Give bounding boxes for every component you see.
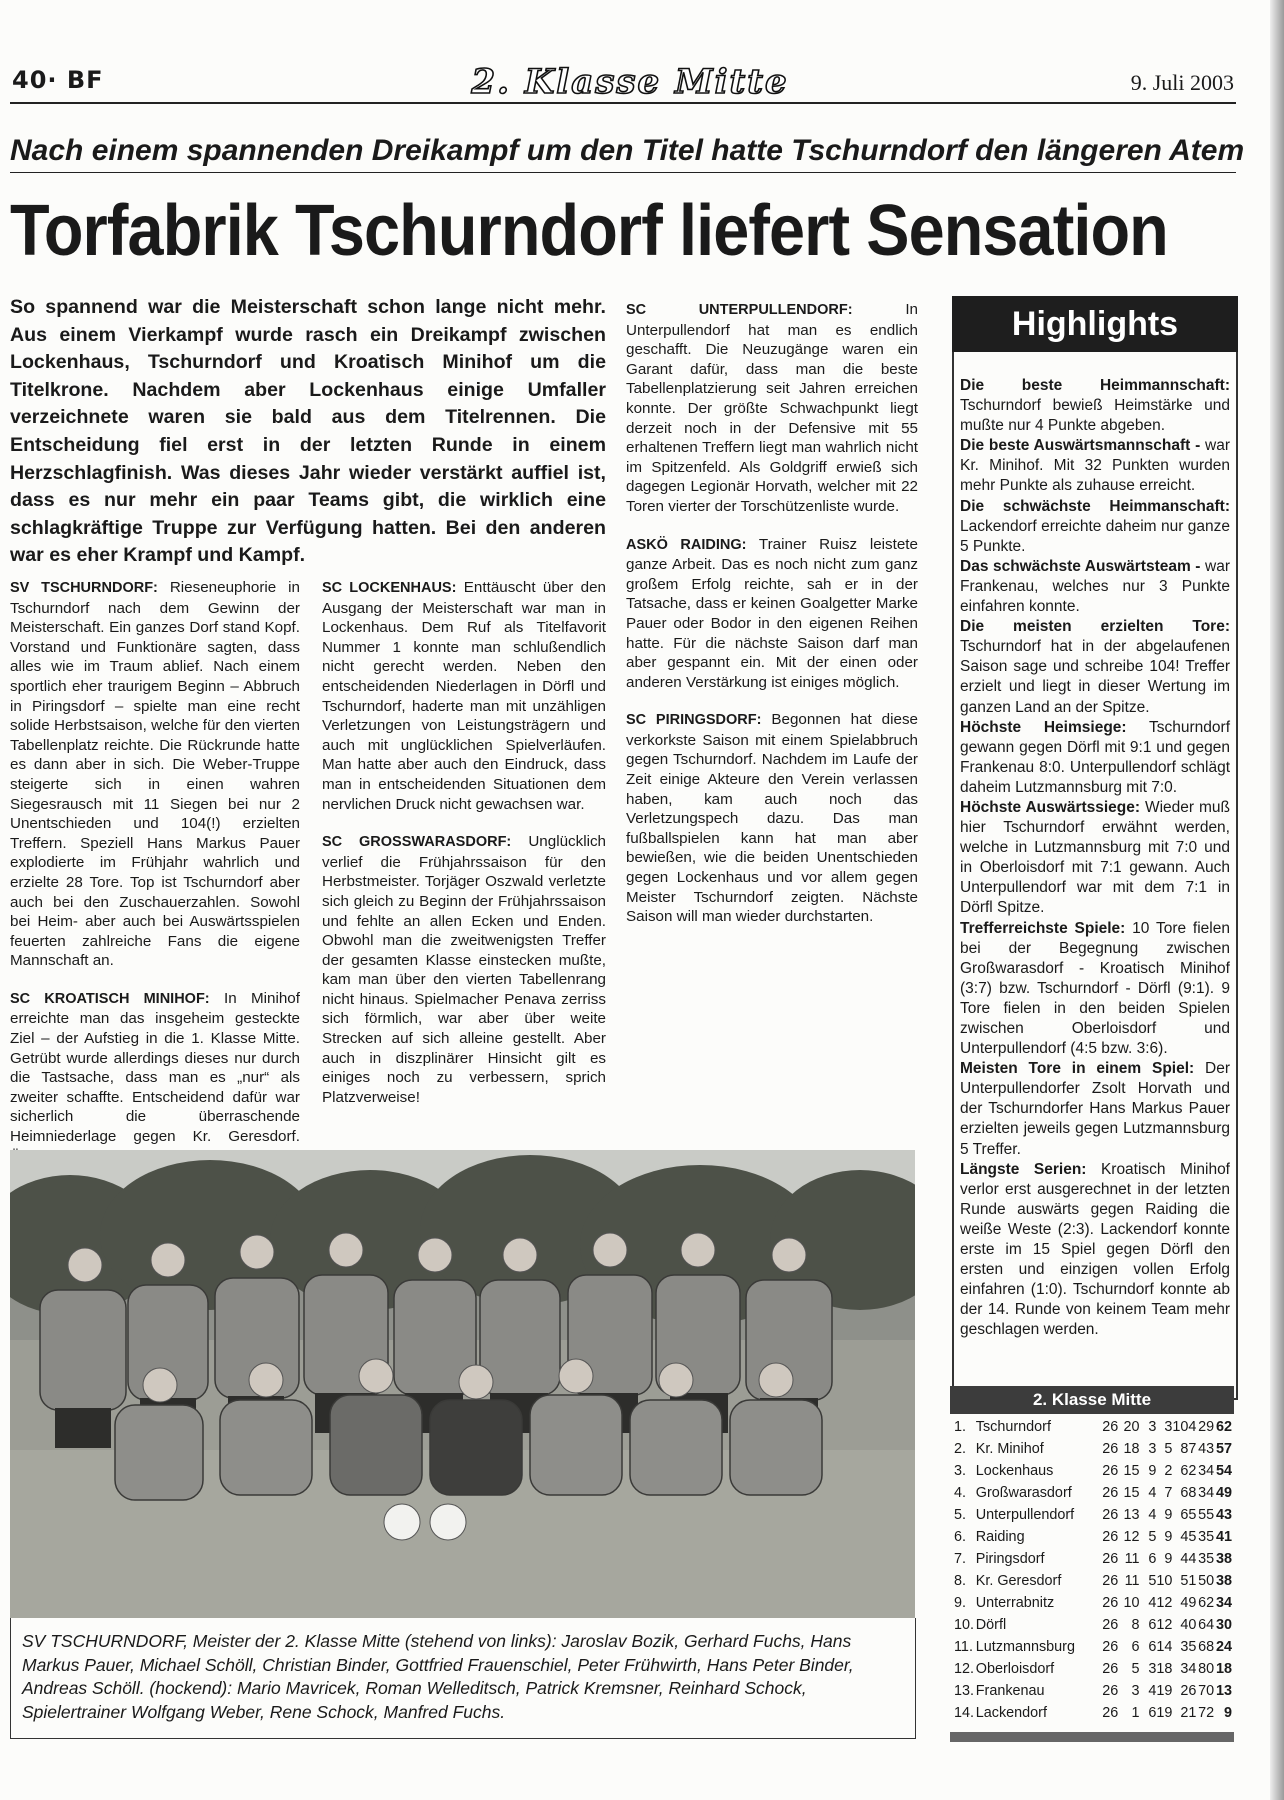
table-cell: 26 — [1102, 1573, 1119, 1589]
kicker-rule — [10, 172, 1236, 173]
table-cell: 6 — [1148, 1639, 1157, 1655]
table-cell: 12 — [1156, 1595, 1173, 1611]
table-cell: Frankenau — [975, 1683, 1045, 1699]
section-text: Enttäuscht über den Ausgang der Meisterschaft war man in Lockenhaus. Dem Ruf als Titelfavorit Nummer 1 konnte man schlußendlich nicht gerecht werden. Neben den entscheidenden Niederlagen in Dörfl und Tschurndorf, haderte man mit unzähligen Verletzungen von Leistungsträgern und auch mit unglücklichen Spielverläufen. Man hatte aber auch den Eindruck, dass man in entscheidenden Situationen dem nervlichen Druck nicht gewachsen war. — [322, 579, 606, 813]
highlight-heading: Meisten Tore in einem Spiel: — [960, 1060, 1195, 1078]
highlight-heading: Längste Serien: — [960, 1160, 1087, 1178]
highlight-heading: Die beste Heimmannschaft: — [960, 377, 1230, 394]
table-cell: Unterrabnitz — [975, 1595, 1055, 1611]
table-cell: 104 — [1172, 1419, 1197, 1435]
table-row — [954, 1680, 1232, 1702]
section-heading: SC UNTERPULLENDORF: — [626, 302, 853, 318]
table-cell: 6 — [1148, 1705, 1157, 1721]
table-cell: 26 — [1102, 1661, 1119, 1677]
section-heading: SC LOCKENHAUS: — [322, 580, 457, 596]
table-row — [954, 1702, 1232, 1724]
table-cell: 26 — [1102, 1617, 1119, 1633]
header-rule — [10, 102, 1236, 104]
table-cell: 4 — [1148, 1595, 1157, 1611]
table-cell: 9 — [1223, 1705, 1232, 1721]
table-cell: 11 — [1124, 1551, 1140, 1567]
table-cell: 3 — [1148, 1441, 1157, 1457]
table-cell: 80 — [1198, 1661, 1215, 1677]
table-cell: 21 — [1180, 1705, 1197, 1721]
table-row — [954, 1636, 1232, 1658]
table-cell: 7 — [1164, 1485, 1173, 1501]
table-cell: 13 — [1123, 1507, 1140, 1523]
section-heading: SC KROATISCH MINIHOF: — [10, 990, 210, 1007]
section-title: 2. Klasse Mitte — [471, 62, 789, 102]
table-row — [954, 1570, 1232, 1592]
table-cell: 26 — [1102, 1441, 1119, 1457]
table-cell: 26 — [1102, 1639, 1119, 1655]
table-cell: 49 — [1180, 1595, 1197, 1611]
table-row — [954, 1482, 1232, 1504]
table-cell: 14 — [1156, 1639, 1173, 1655]
team-photo — [10, 1150, 915, 1618]
table-cell: 34 — [1215, 1595, 1232, 1611]
table-cell: 26 — [1102, 1485, 1119, 1501]
section-heading: SC GROSSWARASDORF: — [322, 834, 512, 851]
table-cell: 87 — [1180, 1441, 1197, 1457]
table-cell: 9. — [954, 1595, 967, 1611]
page-number: 40· BF — [12, 66, 104, 94]
table-cell: 68 — [1180, 1485, 1197, 1501]
table-cell: 13. — [954, 1683, 975, 1699]
table-cell: 6 — [1131, 1639, 1140, 1655]
highlights-body — [960, 376, 1230, 1341]
table-cell: Kr. Minihof — [975, 1441, 1044, 1457]
highlight-heading: Trefferreichste Spiele: — [960, 919, 1126, 937]
table-cell: 26 — [1102, 1507, 1119, 1523]
table-cell: 5 — [1131, 1661, 1140, 1677]
table-cell: 70 — [1198, 1683, 1215, 1699]
highlight-heading: Die beste Auswärtsmannschaft - — [960, 437, 1201, 455]
table-cell: 4 — [1148, 1485, 1157, 1501]
table-row — [954, 1460, 1232, 1482]
table-cell: 5 — [1164, 1441, 1173, 1457]
team-photo-illustration — [10, 1150, 915, 1618]
scan-edge — [1270, 0, 1284, 1800]
highlight-heading: Die schwächste Heimmanschaft: — [960, 497, 1230, 515]
table-cell: 62 — [1198, 1595, 1215, 1611]
table-row — [954, 1614, 1232, 1636]
table-cell: 4 — [1148, 1507, 1157, 1523]
table-row — [954, 1504, 1232, 1526]
lead-paragraph: So spannend war die Meisterschaft schon lange nicht mehr. Aus einem Vierkampf wurde rasch ein Dreikampf zwischen Lockenhaus, Tschurndorf und Kroatisch Minihof um die Titelkrone. Nachdem aber Lockenhaus einige Umfaller verzeichnete waren sie bald aus dem Titelrennen. Die Entscheidung fiel erst in der letzten Runde in einem Herzschlagfinish. Was dieses Jahr wieder verstärkt auffiel ist, dass es nur mehr ein paar Teams gibt, die wirklich eine schlagkräftige Truppe zur Verfügung hatten. Bei den anderen war es eher Krampf und Kampf. — [10, 296, 606, 567]
table-cell: 6 — [1148, 1617, 1157, 1633]
table-cell: 5. — [954, 1507, 967, 1523]
table-cell: Raiding — [975, 1529, 1025, 1545]
table-row — [954, 1416, 1232, 1438]
table-cell: Kr. Geresdorf — [975, 1573, 1062, 1589]
table-cell: 26 — [1102, 1529, 1119, 1545]
highlight-heading: Das schwächste Auswärtsteam - — [960, 557, 1201, 575]
section-heading: SC PIRINGSDORF: — [626, 712, 762, 729]
highlight-heading: Höchste Heimsiege: — [960, 718, 1127, 736]
table-row — [954, 1438, 1232, 1460]
table-cell: 51 — [1180, 1573, 1197, 1589]
highlight-text: Tschurndorf gewann gegen Dörfl mit 9:1 und gegen Frankenau 8:0. Unterpullendorf schlägt daheim Lutzmannsburg mit 7:0. — [960, 718, 1230, 796]
table-cell: 10 — [1156, 1573, 1173, 1589]
highlight-text: Tschurndorf hat in der abgelaufenen Saison sage und schreibe 104! Treffer erzielt und liegt in dieser Wertung im ganzen Land an der Spitze. — [960, 638, 1230, 716]
table-cell: 68 — [1198, 1639, 1215, 1655]
table-cell: 65 — [1180, 1507, 1197, 1523]
table-cell: 12 — [1123, 1529, 1140, 1545]
table-cell: 35 — [1198, 1551, 1215, 1567]
table-cell: 10 — [1123, 1595, 1140, 1611]
article-column-2 — [322, 578, 606, 1125]
table-cell: 4. — [954, 1485, 967, 1501]
issue-date: 9. Juli 2003 — [1130, 70, 1234, 95]
table-cell: 72 — [1198, 1705, 1215, 1721]
table-cell: 5 — [1148, 1529, 1157, 1545]
highlight-text: Wieder muß hier Tschurndorf erwähnt werden, welche in Lutzmannsburg mit 7:0 und in Oberloisdorf mit 7:1 gewann. Auch Unterpullendorf war mit dem 7:1 in Dörfl Spitze. — [960, 798, 1230, 917]
table-cell: 9 — [1148, 1463, 1157, 1479]
table-cell: 9 — [1164, 1507, 1173, 1523]
table-cell: 40 — [1180, 1617, 1197, 1633]
table-cell: 50 — [1198, 1573, 1215, 1589]
table-cell: 62 — [1180, 1463, 1197, 1479]
table-cell: 2 — [1164, 1463, 1173, 1479]
table-cell: 43 — [1198, 1441, 1215, 1457]
table-cell: 26 — [1102, 1419, 1119, 1435]
section-text: Unglücklich verlief die Frühjahrssaison für den Herbstmeister. Torjäger Oszwald verletzte sich gleich zu Beginn der Frühjahrssaison und fehlte an allen Ecken und Enden. Obwohl man die zweitwenigsten Treffer der gesamten Klasse einstecken mußte, kam man über den vierten Tabellenrang nicht hinaus. Spielmacher Penava zerriss sich förmlich, war aber über weite Strecken auf sich alleine gestellt. Aber auch in diszplinärer Hinsicht gilt es einiges noch zu verbessern, sprich Platzverweise! — [322, 833, 606, 1106]
highlight-heading: Höchste Auswärtssiege: — [960, 798, 1141, 816]
highlight-text: war Kr. Minihof. Mit 32 Punkten wurden mehr Punkte als zuhause erreicht. — [960, 437, 1230, 495]
table-cell: 15 — [1123, 1485, 1140, 1501]
table-cell: 12. — [954, 1661, 975, 1677]
table-cell: 45 — [1180, 1529, 1197, 1545]
highlight-text: Lackendorf erreichte daheim nur ganze 5 Punkte. — [960, 517, 1230, 555]
table-cell: 19 — [1156, 1683, 1173, 1699]
table-cell: 54 — [1215, 1463, 1232, 1479]
table-cell: 8 — [1131, 1617, 1140, 1633]
table-cell: 14. — [954, 1705, 975, 1721]
table-cell: 8. — [954, 1573, 967, 1589]
table-cell: 41 — [1215, 1529, 1232, 1545]
table-cell: 26 — [1102, 1705, 1119, 1721]
standings-footer-bar — [950, 1732, 1234, 1742]
table-cell: 13 — [1215, 1683, 1232, 1699]
table-cell: 49 — [1215, 1485, 1232, 1501]
table-cell: 62 — [1215, 1419, 1232, 1435]
highlights-title: Highlights — [952, 296, 1238, 352]
section-text: Begonnen hat diese verkorkste Saison mit einem Spielabbruch gegen Tschurndorf. Nachdem im Laufe der Zeit einige Akteure den Verein verlassen haben, kam auch noch das Verletzungspech dazu. Das man fußballspielen kann hat man aber bewießen, wie die beiden Unentschieden gegen Lockenhaus und vor allem gegen Meister Tschurndorf zeigten. Nächste Saison will man wieder durchstarten. — [626, 711, 918, 926]
section-text: In Minihof erreichte man das insgeheim gesteckte Ziel – der Aufstieg in die 1. Klasse Mitte. Getrübt wurde allerdings dieses nur durch die Tastsache, dass man es „nur“ als zweiter schaffte. Entscheidend dafür war sicherlich die überraschende Heimniederlage gegen Kr. Geresdorf. — [10, 989, 300, 1146]
table-cell: Dörfl — [975, 1617, 1007, 1633]
table-cell: 26 — [1102, 1463, 1119, 1479]
photo-caption: SV TSCHURNDORF, Meister der 2. Klasse Mitte (stehend von links): Jaroslav Bozik, Gerhard Fuchs, Hans Markus Pauer, Michael Schöll, Christian Binder, Gottfried Frauenschiel, Peter Frühwirth, Hans Peter Binder, Andreas Schöll. (hockend): Mario Mavricek, Roman Welleditsch, Patrick Kremsner, Reinhard Schock, Spielertrainer Wolfgang Weber, Rene Schock, Manfred Fuchs. — [22, 1631, 854, 1722]
table-cell: 9 — [1164, 1551, 1173, 1567]
table-cell: 26 — [1102, 1683, 1119, 1699]
table-cell: Piringsdorf — [975, 1551, 1045, 1567]
table-cell: 18 — [1123, 1441, 1140, 1457]
table-cell: 1. — [954, 1419, 967, 1435]
table-cell: 57 — [1215, 1441, 1232, 1457]
table-cell: 3. — [954, 1463, 967, 1479]
table-cell: 26 — [1180, 1683, 1197, 1699]
table-cell: 34 — [1198, 1485, 1215, 1501]
table-cell: 18 — [1215, 1661, 1232, 1677]
table-cell: 15 — [1123, 1463, 1140, 1479]
highlight-text: war Frankenau, welches nur 3 Punkte einfahren konnte. — [960, 557, 1230, 616]
highlight-heading: Die meisten erzielten Tore: — [960, 618, 1230, 636]
table-cell: 4 — [1148, 1683, 1157, 1699]
standings-title: 2. Klasse Mitte — [950, 1386, 1234, 1414]
table-cell: 55 — [1198, 1507, 1215, 1523]
table-cell: 19 — [1156, 1705, 1173, 1721]
table-cell: 18 — [1156, 1661, 1173, 1677]
section-text: Trainer Ruisz leistete ganze Arbeit. Das es noch nicht zum ganz großem Erfolg reichte, sah er in der Tatsache, dass er keinen Goalgetter Marke Pauer oder Bodor in den eigenen Reihen hatte. Für die nächste Saison darf man aber gespannt ein. Mit der einen oder anderen Verstärkung ist einiges möglich. — [626, 535, 918, 691]
table-cell: 9 — [1164, 1529, 1173, 1545]
table-cell: 44 — [1180, 1551, 1197, 1567]
section-heading: ASKÖ RAIDING: — [626, 536, 747, 553]
table-cell: 30 — [1215, 1617, 1232, 1633]
highlight-text: Tschurndorf bewieß Heimstärke und mußte nur 4 Punkte abgeben. — [960, 397, 1230, 435]
table-cell: 29 — [1198, 1419, 1215, 1435]
highlight-text: 10 Tore fielen bei der Begegnung zwischen Großwarasdorf - Kroatisch Minihof (3:7) bzw. Tschurndorf - Dörfl (9:1). 9 Tore fielen in den beiden Spielen zwischen Oberloisdorf und Unterpullendorf (4:5 bzw. 3:6). — [960, 919, 1230, 1058]
table-cell: 38 — [1215, 1573, 1232, 1589]
table-cell: Tschurndorf — [975, 1419, 1051, 1435]
table-cell: 43 — [1215, 1507, 1232, 1523]
table-cell: 10. — [954, 1617, 975, 1633]
table-cell: 26 — [1102, 1595, 1119, 1611]
table-cell: 26 — [1102, 1551, 1119, 1567]
table-cell: 35 — [1180, 1639, 1197, 1655]
table-row — [954, 1592, 1232, 1614]
table-cell: 20 — [1123, 1419, 1140, 1435]
table-row — [954, 1658, 1232, 1680]
table-cell: 11. — [954, 1639, 973, 1655]
table-cell: 38 — [1215, 1551, 1232, 1567]
table-cell: 3 — [1148, 1661, 1157, 1677]
table-cell: Oberloisdorf — [975, 1661, 1055, 1677]
table-cell: 7. — [954, 1551, 967, 1567]
table-cell: 3 — [1131, 1683, 1140, 1699]
table-cell: 5 — [1148, 1573, 1157, 1589]
table-cell: 3 — [1164, 1419, 1173, 1435]
section-text: In Unterpullendorf hat man es endlich geschafft. Die Neuzugänge waren ein Garant dafür, dass man die beste Tabellenplatzierung seit Jahren erreichen konnte. Der größte Schwachpunkt liegt derzeit noch in der Defensive mit 55 erhaltenen Treffern liegt man wahrlich nicht im Spitzenfeld. Als Goldgriff erwieß sich dagegen Legionär Horvath, welcher mit 22 Toren vierter der Torschützenliste wurde. — [626, 301, 918, 515]
standings-table — [954, 1416, 1232, 1724]
headline: Torfabrik Tschurndorf liefert Sensation — [10, 191, 1168, 271]
table-cell: Lockenhaus — [975, 1463, 1054, 1479]
section-heading: SV TSCHURNDORF: — [10, 580, 158, 596]
highlight-text: Kroatisch Minihof verlor erst ausgerechnet in der letzten Runde auswärts gegen Raiding die weiße Weste (2:3). Lackendorf konnte erste im 15 Spiel gegen Dörfl den ersten und einzigen vollen Erfolg einfahren (1:0). Tschurndorf konnte ab der 14. Runde von keinem Team mehr geschlagen werden. — [960, 1160, 1230, 1339]
highlight-text: Der Unterpullendorfer Zsolt Horvath und der Tschurndorfer Hans Markus Pauer erzielten jeweils gegen Lutzmannsburg 5 Treffer. — [960, 1060, 1230, 1158]
table-cell: 34 — [1198, 1463, 1215, 1479]
table-cell: 34 — [1180, 1661, 1197, 1677]
kicker: Nach einem spannenden Dreikampf um den Titel hatte Tschurndorf den längeren Atem — [10, 134, 1245, 167]
table-cell: 12 — [1156, 1617, 1173, 1633]
table-cell: Lackendorf — [975, 1705, 1047, 1721]
table-cell: 1 — [1131, 1705, 1140, 1721]
table-row — [954, 1548, 1232, 1570]
table-cell: Großwarasdorf — [975, 1485, 1072, 1501]
table-cell: 64 — [1198, 1617, 1215, 1633]
table-cell: 3 — [1148, 1419, 1157, 1435]
table-cell: 11 — [1124, 1573, 1140, 1589]
table-cell: Lutzmannsburg — [975, 1639, 1075, 1655]
table-cell: 2. — [954, 1441, 967, 1457]
table-cell: 35 — [1198, 1529, 1215, 1545]
table-cell: 6 — [1148, 1551, 1157, 1567]
table-cell: 6. — [954, 1529, 967, 1545]
article-column-3 — [626, 300, 918, 945]
table-cell: 24 — [1215, 1639, 1232, 1655]
table-cell: Unterpullendorf — [975, 1507, 1075, 1523]
section-text: Rieseneuphorie in Tschurndorf nach dem Gewinn der Meisterschaft. Ein ganzes Dorf stand Kopf. Vorstand und Funktionäre sagten, dass alles wie im Traum ablief. Nach einem sportlich eher traurigem Beginn – Abbruch in Piringsdorf – spielte man eine recht solide Herbstsaison, welche für den vierten Tabellenplatz reichte. Die Rückrunde hatte es dann aber in sich. Die Weber-Truppe steigerte sich in einen wahren Siegesrausch mit 11 Siegen bei nur 2 Unentschieden und 104(!) erzielten Treffern. Speziell Hans Markus Pauer explodierte im Frühjahr wahrlich und erzielte 28 Tore. Top ist Tschurndorf aber auch bei den Zuschauerzahlen. Sowohl bei Heim- aber auch bei Auswärtsspielen feuerten zahlreiche Fans die eigene Mannschaft an. — [10, 579, 300, 970]
table-row — [954, 1526, 1232, 1548]
